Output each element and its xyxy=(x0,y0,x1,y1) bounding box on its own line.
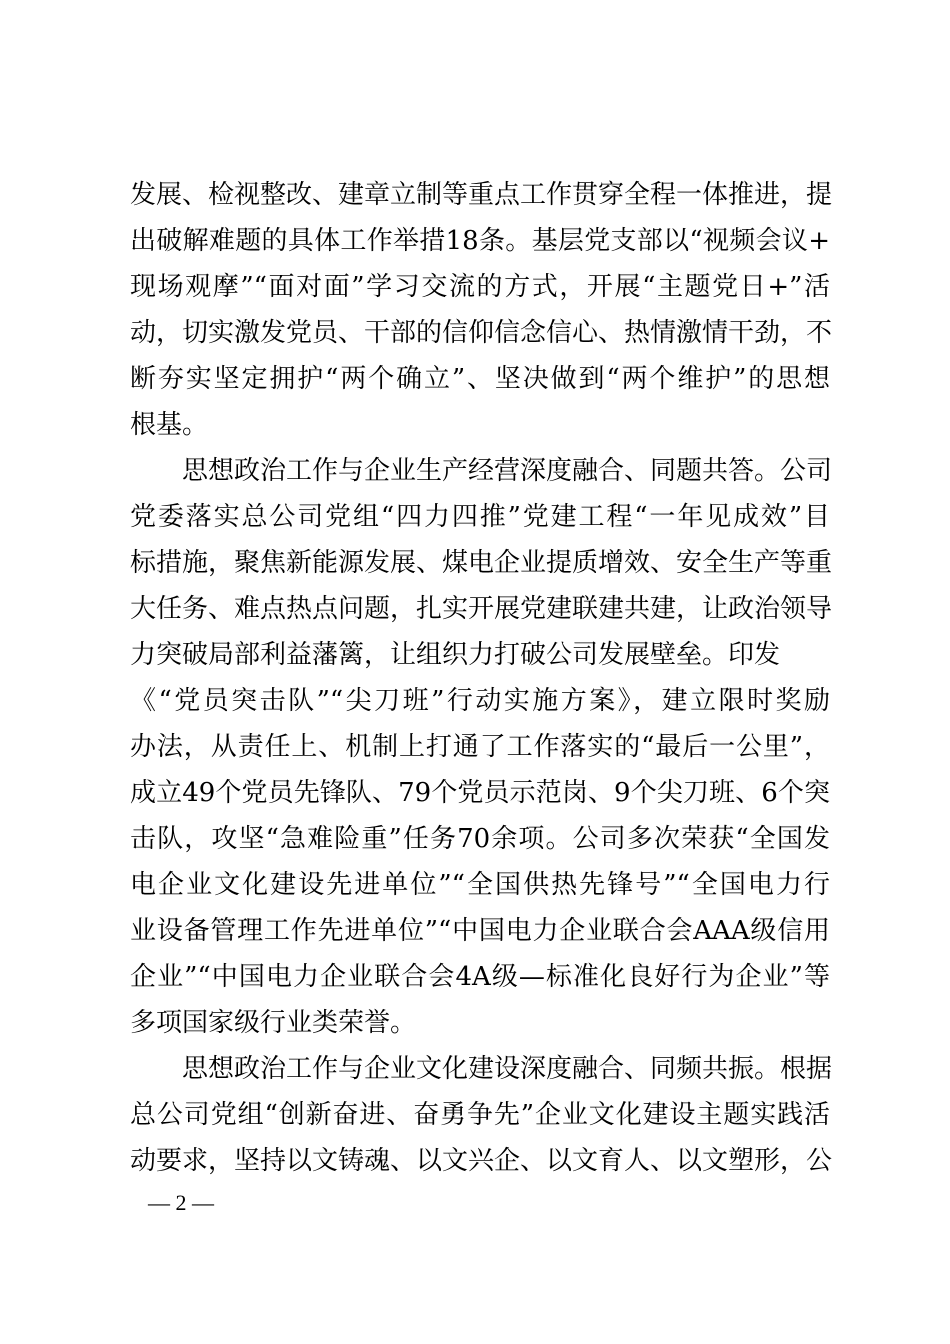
paragraph-2-line-2: 党委落实总公司党组“四力四推”党建工程“一年见成效”目 xyxy=(130,502,830,532)
paragraph-1-line-4: 动，切实激发党员、干部的信仰信念信心、热情激情干劲，不 xyxy=(130,318,833,348)
page-number: — 2 — xyxy=(148,1190,214,1215)
paragraph-1-line-2: 出破解难题的具体工作举措18条。基层党支部以“视频会议+ xyxy=(130,226,830,256)
paragraph-2-line-8: 成立49个党员先锋队、79个党员示范岗、9个尖刀班、6个突 xyxy=(130,778,830,808)
paragraph-2-line-10: 电企业文化建设先进单位”“全国供热先锋号”“全国电力行 xyxy=(130,870,830,900)
paragraph-2-line-6: 《“党员突击队”“尖刀班”行动实施方案》，建立限时奖励 xyxy=(130,686,830,716)
paragraph-2-line-3: 标措施，聚焦新能源发展、煤电企业提质增效、安全生产等重 xyxy=(130,548,833,578)
paragraph-1-line-5: 断夯实坚定拥护“两个确立”、坚决做到“两个维护”的思想 xyxy=(130,364,830,394)
paragraph-2-line-1: 思想政治工作与企业生产经营深度融合、同题共答。公司 xyxy=(182,456,833,486)
paragraph-2-line-13: 多项国家级行业类荣誉。 xyxy=(130,1008,417,1038)
paragraph-2-line-4: 大任务、难点热点问题，扎实开展党建联建共建，让政治领导 xyxy=(130,594,833,624)
paragraph-3-line-3: 动要求，坚持以文铸魂、以文兴企、以文育人、以文塑形，公 xyxy=(130,1146,833,1176)
paragraph-2-line-9: 击队，攻坚“急难险重”任务70余项。公司多次荣获“全国发 xyxy=(130,824,830,854)
paragraph-1-line-1: 发展、检视整改、建章立制等重点工作贯穿全程一体推进，提 xyxy=(130,180,833,210)
paragraph-2-line-11: 业设备管理工作先进单位”“中国电力企业联合会AAA级信用 xyxy=(130,916,830,946)
paragraph-2-line-5: 力突破局部利益藩篱，让组织力打破公司发展壁垒。印发 xyxy=(130,640,781,670)
paragraph-2-line-7: 办法，从责任上、机制上打通了工作落实的“最后一公里”， xyxy=(130,732,830,762)
paragraph-2-line-12: 企业”“中国电力企业联合会4A级—标准化良好行为企业”等 xyxy=(130,962,830,992)
paragraph-3-line-2: 总公司党组“创新奋进、奋勇争先”企业文化建设主题实践活 xyxy=(130,1100,830,1130)
paragraph-1-line-6: 根基。 xyxy=(130,410,209,440)
paragraph-3-line-1: 思想政治工作与企业文化建设深度融合、同频共振。根据 xyxy=(182,1054,833,1084)
paragraph-1-line-3: 现场观摩”“面对面”学习交流的方式，开展“主题党日+”活 xyxy=(130,272,830,302)
